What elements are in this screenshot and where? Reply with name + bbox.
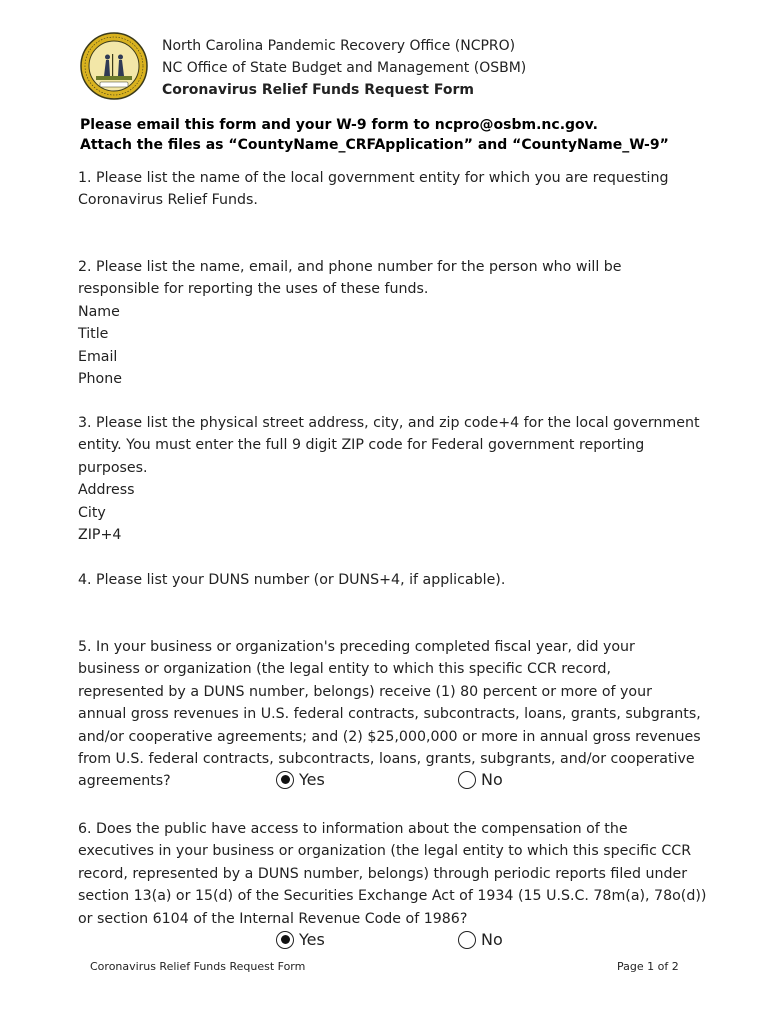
question-6-line: executives in your business or organization (the legal entity to which this specific CCR [78, 843, 692, 860]
field-label-city[interactable]: City [78, 504, 106, 521]
budget-office-name: NC Office of State Budget and Management (OSBM) [162, 60, 527, 76]
q5-no-radio[interactable] [458, 770, 503, 789]
radio-unselected-icon[interactable] [458, 771, 476, 789]
q5-yes-radio[interactable] [276, 770, 325, 789]
question-3-line: purposes. [78, 459, 148, 476]
footer-form-name: Coronavirus Relief Funds Request Form [90, 960, 306, 973]
page-number: Page 1 of 2 [617, 960, 679, 973]
question-5-line: and/or cooperative agreements; and (2) $25,000,000 or more in annual gross revenues [78, 728, 701, 745]
question-5-line: 5. In your business or organization's preceding completed fiscal year, did your [78, 639, 635, 655]
question-5-line: agreements? [78, 773, 171, 790]
question-2-line: responsible for reporting the uses of these funds. [78, 281, 429, 298]
question-6-line: record, represented by a DUNS number, belongs) through periodic reports filed under [78, 865, 688, 882]
question-4 [78, 569, 718, 591]
field-label-email[interactable]: Email [78, 348, 118, 365]
form-title: Coronavirus Relief Funds Request Form [162, 82, 474, 98]
q6-yes-label: Yes [299, 930, 325, 949]
question-6-line: or section 6104 of the Internal Revenue Code of 1986? [78, 910, 468, 927]
question-5-line: represented by a DUNS number, belongs) receive (1) 80 percent or more of your [78, 683, 652, 700]
field-label-title[interactable]: Title [78, 326, 109, 343]
question-3-line: entity. You must enter the full 9 digit ZIP code for Federal government reporting [78, 437, 645, 454]
question-3-line: 3. Please list the physical street address, city, and zip code+4 for the local government [78, 415, 700, 431]
field-label-address[interactable]: Address [78, 482, 135, 499]
question-5-line: business or organization (the legal entity to which this specific CCR record, [78, 661, 612, 678]
question-6-line: section 13(a) or 15(d) of the Securities Exchange Act of 1934 (15 U.S.C. 78m(a), 78o(d)) [78, 888, 707, 905]
question-5 [78, 636, 718, 793]
question-2-line: 2. Please list the name, email, and phone number for the person who will be [78, 259, 622, 275]
question-6 [78, 818, 718, 930]
question-5-line: from U.S. federal contracts, subcontracts, loans, grants, subgrants, and/or cooperative [78, 751, 695, 768]
question-1-line: Coronavirus Relief Funds. [78, 192, 258, 209]
question-2 [78, 256, 718, 390]
q6-no-label: No [481, 930, 503, 949]
q6-yes-radio[interactable] [276, 930, 325, 949]
q5-yes-label: Yes [299, 770, 325, 789]
question-5-line: annual gross revenues in U.S. federal contracts, subcontracts, loans, grants, subgrants, [78, 706, 701, 723]
question-1-line: 1. Please list the name of the local government entity for which you are requesting [78, 170, 669, 186]
field-label-phone[interactable]: Phone [78, 371, 122, 388]
form-header [162, 35, 526, 101]
question-4-line[interactable]: 4. Please list your DUNS number (or DUNS+4, if applicable). [78, 572, 506, 588]
question-1 [78, 167, 718, 212]
submission-instructions [80, 115, 669, 155]
office-name: North Carolina Pandemic Recovery Office (NCPRO) [162, 38, 516, 54]
radio-unselected-icon[interactable] [458, 931, 476, 949]
field-label-zip4[interactable]: ZIP+4 [78, 527, 122, 544]
q5-no-label: No [481, 770, 503, 789]
radio-selected-icon[interactable] [276, 771, 294, 789]
field-label-name[interactable]: Name [78, 303, 120, 320]
instruction-filenames: Attach the files as “CountyName_CRFApplication” and “CountyName_W-9” [80, 137, 669, 153]
q6-no-radio[interactable] [458, 930, 503, 949]
question-3 [78, 412, 718, 546]
question-6-line: 6. Does the public have access to information about the compensation of the [78, 821, 628, 837]
radio-selected-icon[interactable] [276, 931, 294, 949]
nc-state-seal [80, 32, 148, 100]
instruction-email: Please email this form and your W-9 form to ncpro@osbm.nc.gov. [80, 117, 598, 133]
